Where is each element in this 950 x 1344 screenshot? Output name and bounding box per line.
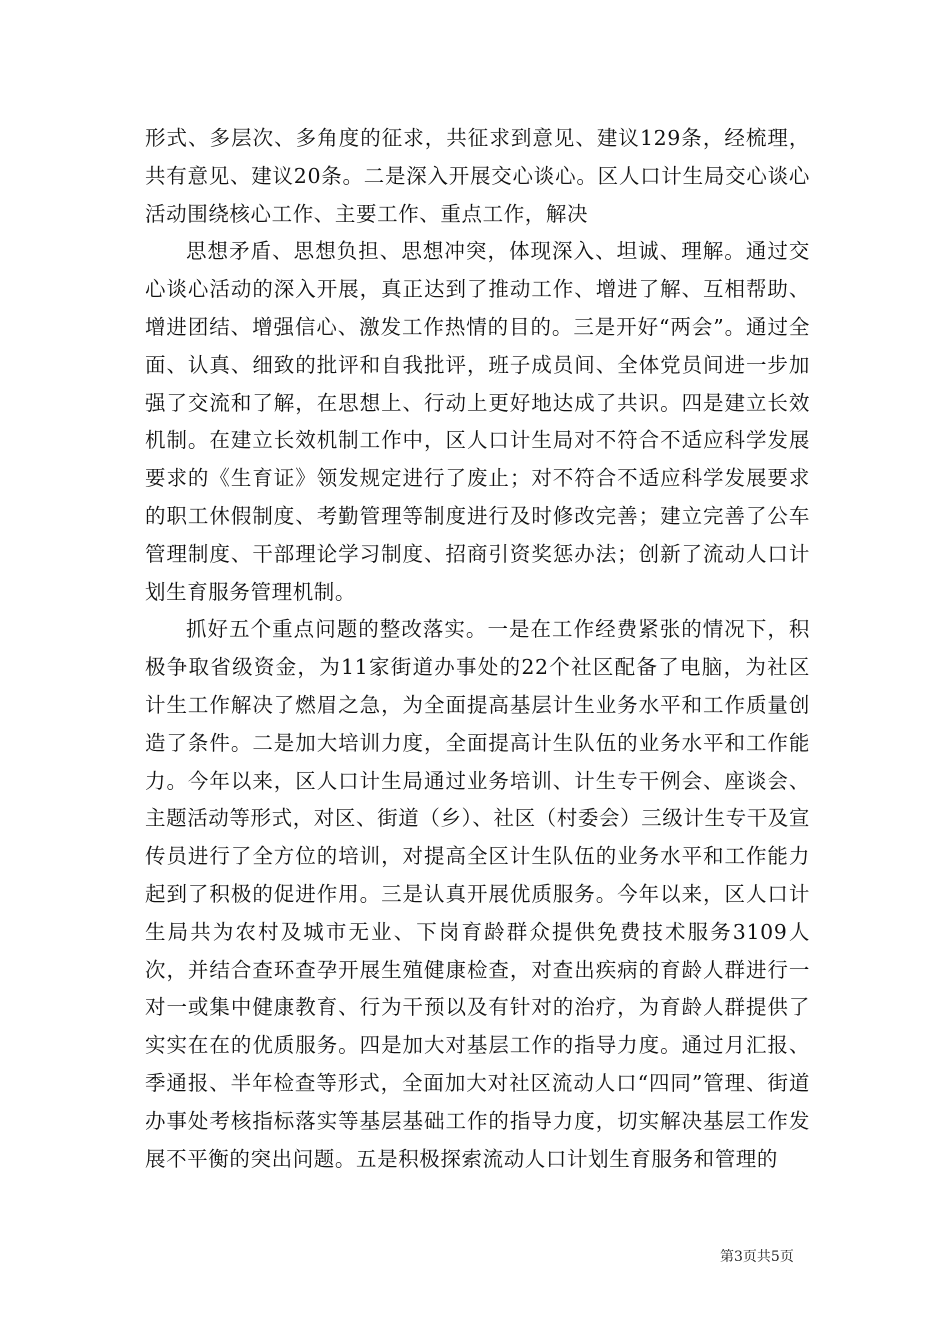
paragraph-five-key-issues: 抓好五个重点问题的整改落实。一是在工作经费紧张的情况下，积极争取省级资金，为11家街道办事处的22个社区配备了电脑，为社区计生工作解决了燃眉之急，为全面提高基层计生业务水平和工作质量创造了条件。二是加大培训力度，全面提高计生队伍的业务水平和工作能力。今年以来，区人口计生局通过业务培训、计生专干例会、座谈会、主题活动等形式，对区、街道（乡）、社区（村委会）三级计生专干及宣传员进行了全方位的培训，对提高全区计生队伍的业务水平和工作能力起到了积极的促进作用。三是认真开展优质服务。今年以来，区人口计生局共为农村及城市无业、下岗育龄群众提供免费技术服务3109人次，并结合查环查孕开展生殖健康检查，对查出疾病的育龄人群进行一对一或集中健康教育、行为干预以及有针对的治疗，为育龄人群提供了实实在在的优质服务。四是加大对基层工作的指导力度。通过月汇报、季通报、半年检查等形式，全面加大对社区流动人口“四同”管理、街道办事处考核指标落实等基层基础工作的指导力度，切实解决基层工作发展不平衡的突出问题。五是积极探索流动人口计划生育服务和管理的 — [145, 617, 810, 1171]
paragraph-heart-to-heart: 思想矛盾、思想负担、思想冲突，体现深入、坦诚、理解。通过交心谈心活动的深入开展，真正达到了推动工作、增进了解、互相帮助、增进团结、增强信心、激发工作热情的目的。三是开好“两会”。通过全面、认真、细致的批评和自我批评，班子成员间、全体党员间进一步加强了交流和了解，在思想上、行动上更好地达成了共识。四是建立长效机制。在建立长效机制工作中，区人口计生局对不符合不适应科学发展要求的《生育证》领发规定进行了废止；对不符合不适应科学发展要求的职工休假制度、考勤管理等制度进行及时修改完善；建立完善了公车管理制度、干部理论学习制度、招商引资奖惩办法；创新了流动人口计划生育服务管理机制。 — [145, 239, 810, 604]
document-body — [145, 120, 810, 1178]
page-number-footer: 第3页共5页 — [720, 1249, 794, 1265]
paragraph-continued: 形式、多层次、多角度的征求，共征求到意见、建议129条，经梳理，共有意见、建议20条。二是深入开展交心谈心。区人口计生局交心谈心活动围绕核心工作、主要工作、重点工作，解决 — [145, 126, 810, 226]
